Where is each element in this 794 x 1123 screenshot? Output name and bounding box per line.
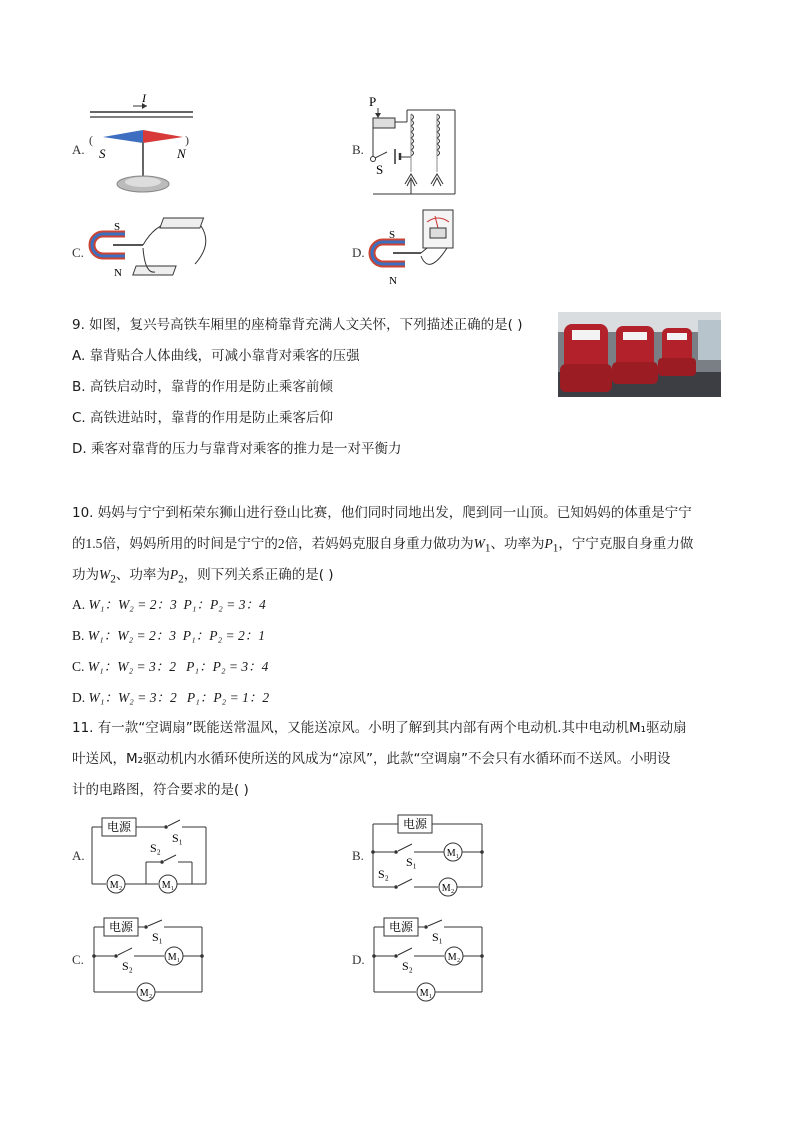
circuit-d-diagram bbox=[368, 912, 493, 1002]
option-c-label: C. bbox=[72, 245, 84, 260]
q9-option-b: B. 高铁启动时，靠背的作用是防止乘客前倾 bbox=[72, 379, 333, 395]
switch-s2-label: S₂ bbox=[402, 959, 413, 973]
q9-option-d: D. 乘客对靠背的压力与靠背对乘客的推力是一对平衡力 bbox=[72, 441, 402, 457]
option-b-label: B. bbox=[352, 142, 364, 157]
motor-m2-label: M₂ bbox=[447, 952, 461, 963]
galvanometer-circuit-diagram bbox=[365, 206, 465, 288]
q10-option-a: A. W₁：W₂ = 2：3 P₁：P₂ = 3：4 bbox=[72, 597, 266, 612]
motor-m2-label: M₂ bbox=[139, 988, 153, 999]
generator-circuit-diagram bbox=[85, 214, 215, 282]
q10-option-d: D. W₁：W₂ = 3：2 P₁：P₂ = 1：2 bbox=[72, 690, 270, 705]
motor-m1-label: M₁ bbox=[167, 952, 181, 963]
q9-option-a: A. 靠背贴合人体曲线，可减小靠背对乘客的压强 bbox=[72, 348, 360, 364]
switch-s1-label: S₁ bbox=[172, 831, 183, 845]
slider-label: P bbox=[369, 94, 377, 109]
circuit-c-label: C. bbox=[72, 952, 84, 967]
motor-m1-label: M₁ bbox=[419, 988, 433, 999]
q10-option-b: B. W₁：W₂ = 2：3 P₁：P₂ = 2：1 bbox=[72, 628, 266, 643]
question-11-line-2: 叶送风，M₂驱动机内水循环使所送的风成为“凉风”，此款“空调扇”不会只有水循环而不送风。小明设 bbox=[72, 751, 671, 767]
power-source-label: 电源 bbox=[108, 920, 134, 934]
switch-s1-label: S₁ bbox=[152, 930, 163, 944]
option-a-label: A. bbox=[72, 142, 85, 157]
q9-option-c: C. 高铁进站时，靠背的作用是防止乘客后仰 bbox=[72, 410, 334, 426]
question-10-line-1: 10. 妈妈与宁宁到柘荣东狮山进行登山比赛，他们同时同地出发，爬到同一山顶。已知妈妈的体重是宁宁 bbox=[72, 505, 692, 521]
power-source-label: 电源 bbox=[402, 817, 428, 831]
svg-text:): ) bbox=[185, 133, 189, 147]
option-d-label: D. bbox=[352, 245, 365, 260]
circuit-b-diagram bbox=[368, 812, 493, 897]
south-pole-label: S bbox=[99, 146, 106, 161]
power-source-label: 电源 bbox=[388, 920, 414, 934]
north-pole-label: N bbox=[389, 275, 397, 287]
power-source-label: 电源 bbox=[106, 820, 132, 834]
question-11-line-1: 11. 有一款“空调扇”既能送常温风，又能送凉风。小明了解到其内部有两个电动机.其中电动机M₁驱动扇 bbox=[72, 720, 687, 736]
circuit-b-label: B. bbox=[352, 848, 364, 863]
question-10-line-2: 的1.5倍，妈妈所用的时间是宁宁的2倍，若妈妈克服自身重力做功为$W_1$、功率为$P_1$，宁宁克服自身重力做 bbox=[72, 536, 694, 555]
switch-s2-label: S₂ bbox=[378, 867, 389, 881]
question-9-stem: 9. 如图，复兴号高铁车厢里的座椅靠背充满人文关怀，下列描述正确的是( ) bbox=[72, 317, 523, 333]
q10-option-c: C. W₁：W₂ = 3：2 P₁：P₂ = 3：4 bbox=[72, 659, 269, 674]
question-10-line-3: 功为$W_2$、功率为$P_2$，则下列关系正确的是( ) bbox=[72, 567, 334, 586]
svg-text:(: ( bbox=[89, 133, 93, 147]
motor-m2-label: M₂ bbox=[441, 883, 455, 894]
north-pole-label: N bbox=[177, 146, 186, 161]
south-pole-label: S bbox=[114, 221, 121, 233]
motor-m2-label: M₂ bbox=[109, 880, 123, 891]
north-pole-label: N bbox=[114, 267, 122, 279]
switch-s1-label: S₁ bbox=[432, 930, 443, 944]
switch-s2-label: S₂ bbox=[150, 841, 161, 855]
switch-label: S bbox=[376, 162, 384, 177]
switch-s1-label: S₁ bbox=[406, 855, 417, 869]
circuit-a-label: A. bbox=[72, 848, 85, 863]
motor-m1-label: M₁ bbox=[161, 880, 175, 891]
electromagnet-circuit-diagram bbox=[365, 94, 465, 198]
circuit-d-label: D. bbox=[352, 952, 365, 967]
compass-under-wire-diagram bbox=[85, 92, 195, 197]
current-label: I bbox=[142, 92, 146, 105]
train-seats-photo bbox=[558, 312, 721, 397]
question-11-line-3: 计的电路图，符合要求的是( ) bbox=[72, 782, 249, 798]
south-pole-label: S bbox=[389, 229, 396, 241]
circuit-a-diagram bbox=[88, 812, 213, 897]
motor-m1-label: M₁ bbox=[446, 848, 460, 859]
switch-s2-label: S₂ bbox=[122, 959, 133, 973]
circuit-c-diagram bbox=[88, 912, 213, 1002]
